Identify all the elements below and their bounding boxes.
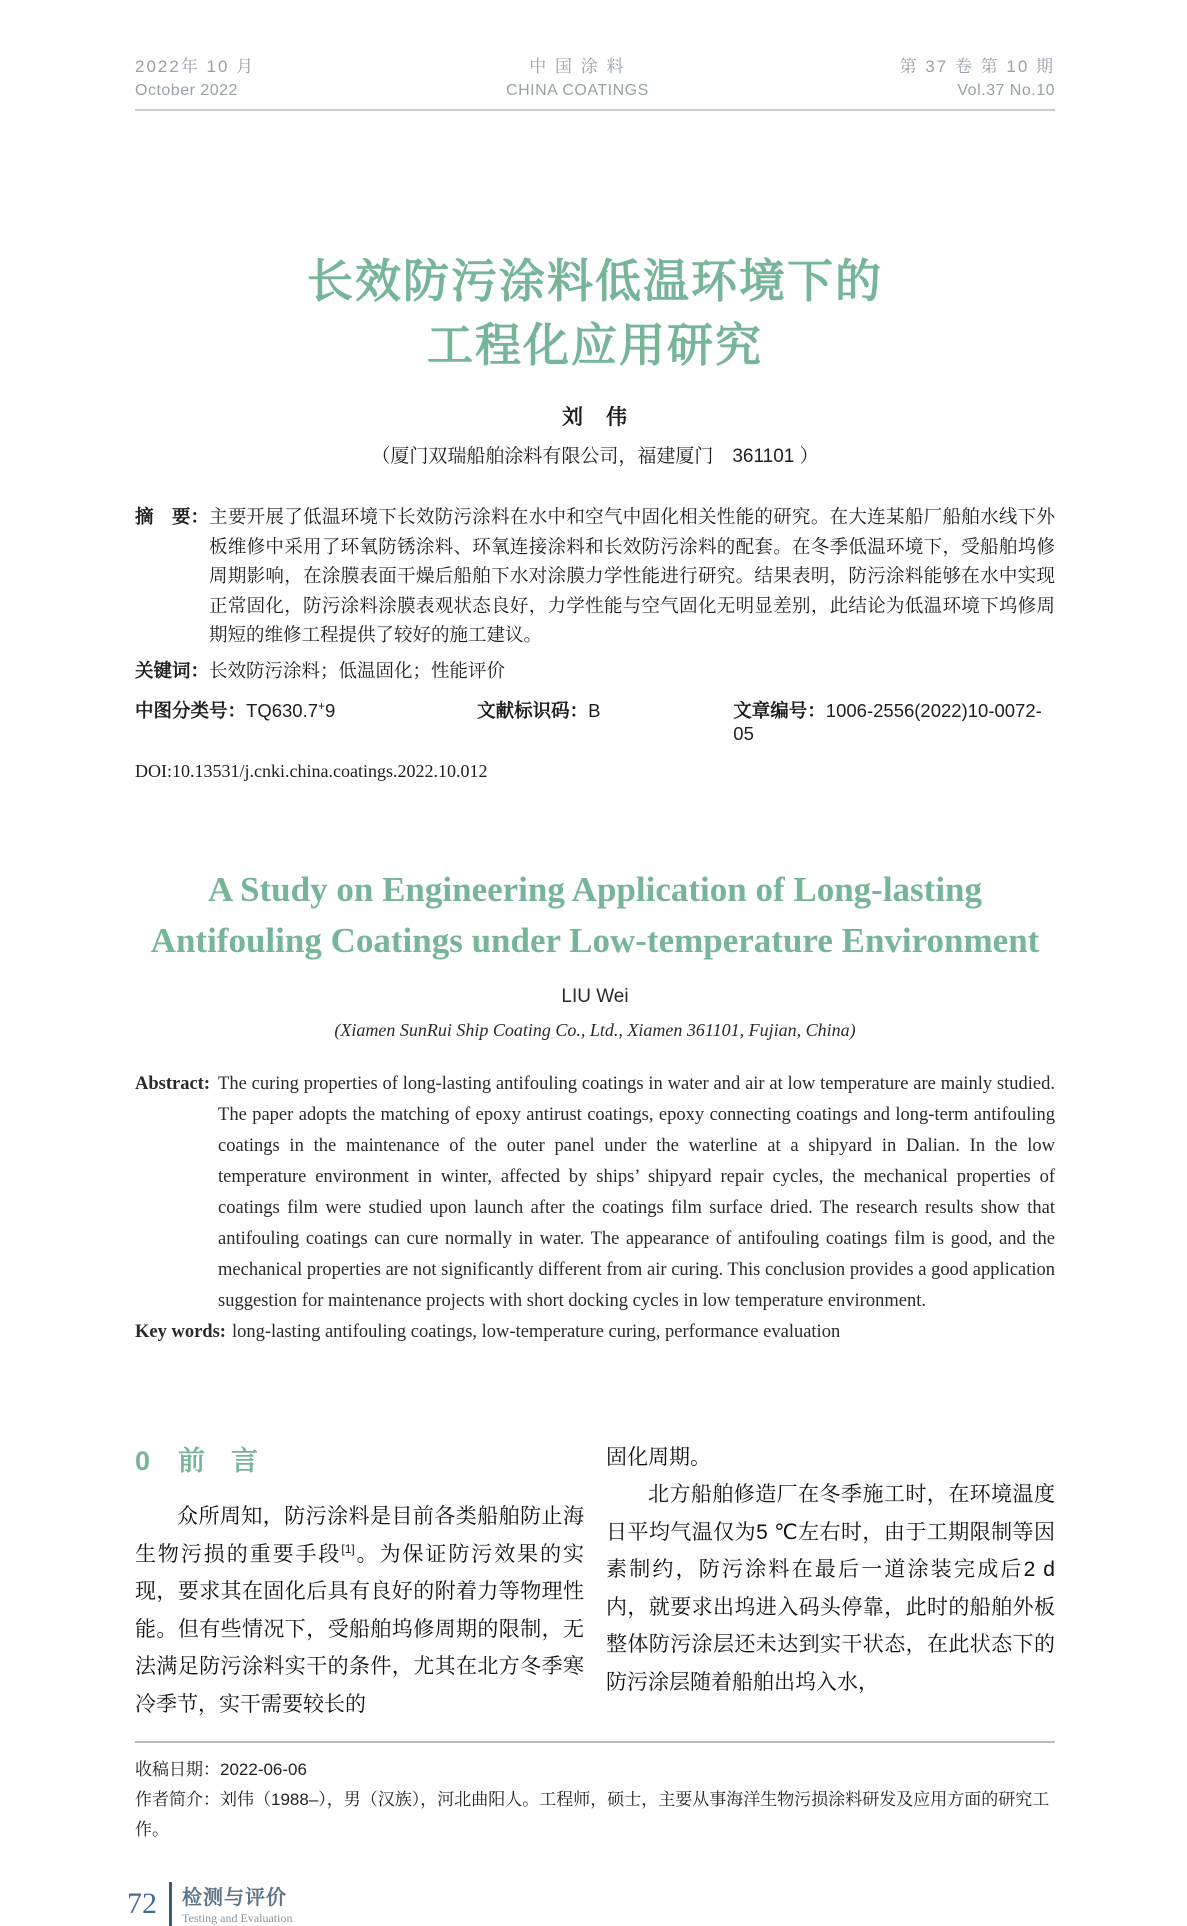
affiliation-en: (Xiamen SunRui Ship Coating Co., Ltd., Xiamen 361101, Fujian, China) (334, 1019, 856, 1040)
abstract-cn-label: 摘 要： (135, 506, 210, 527)
keywords-en (135, 1322, 1055, 1343)
clc-label: 中图分类号： (135, 699, 247, 721)
footer-divider-bar (169, 1882, 172, 1926)
received-date-value: 2022-06-06 (220, 1760, 307, 1779)
header-date-en: October 2022 (135, 82, 238, 99)
header-date-cn: 2022年 10 月 (135, 57, 256, 76)
header-journal-block (506, 52, 649, 100)
journal-header (135, 52, 1055, 111)
footnote-divider (135, 1741, 1055, 1743)
body-column-right (606, 1439, 1055, 1724)
header-issue-cn: 第 37 卷 第 10 期 (899, 57, 1055, 76)
affiliation-cn: （厦门双瑞船舶涂料有限公司，福建厦门 361101 ） (371, 446, 819, 467)
header-issue-block (900, 52, 1055, 100)
article-title-en (135, 864, 1055, 966)
article-id-value: 1006-2556(2022)10-0072-05 (733, 699, 1042, 744)
author-bio-value: 刘伟（1988–），男（汉族），河北曲阳人。工程师，硕士，主要从事海洋生物污损涂料研发及应用方面的研究工作。 (135, 1790, 1050, 1839)
document-code-value: B (588, 699, 601, 721)
clc-base: TQ630.7 (246, 699, 319, 721)
document-code-label: 文献标识码： (477, 699, 589, 721)
abstract-en (135, 1069, 1055, 1317)
section-0-title: 前言 (178, 1445, 285, 1476)
article-title-cn-line1: 长效防污涂料低温环境下的 (307, 255, 883, 307)
intro-paragraph-1-text: 众所周知，防污涂料是目前各类船舶防止海生物污损的重要手段 (135, 1505, 584, 1566)
abstract-cn-text: 主要开展了低温环境下长效防污涂料在水中和空气中固化相关性能的研究。在大连某船厂船舶水线下外板维修中采用了环氧防锈涂料、环氧连接涂料和长效防污涂料的配套。在冬季低温环境下，受船舶坞修周期影响，在涂膜表面干燥后船舶下水对涂膜力学性能进行研究。结果表明，防污涂料能够在水中实现正常固化，防污涂料涂膜表观状态良好，力学性能与空气固化无明显差别，此结论为低温环境下坞修周期短的维修工程提供了较好的施工建议。 (209, 506, 1055, 645)
journal-name-cn: 中 国 涂 料 (529, 57, 626, 76)
received-date-label: 收稿日期： (135, 1760, 220, 1779)
clc-number (135, 697, 477, 745)
column-name-block (182, 1881, 292, 1926)
author-bio-line (135, 1785, 1055, 1845)
article-id-label: 文章编号： (733, 699, 826, 721)
abstract-cn (135, 502, 1055, 650)
column-name-cn: 检测与评价 (182, 1887, 287, 1909)
article-title-en-line2: Antifouling Coatings under Low-temperature Environment (150, 920, 1040, 960)
journal-name-en: CHINA COATINGS (506, 82, 649, 99)
section-0-heading (135, 1443, 584, 1481)
document-code (477, 697, 733, 745)
column-name-en: Testing and Evaluation (182, 1911, 293, 1925)
classification-row (135, 697, 1055, 745)
header-date-block (135, 52, 255, 100)
page-number: 72 (127, 1886, 157, 1920)
author-cn: 刘 伟 (562, 406, 628, 429)
article-title-cn-line2: 工程化应用研究 (427, 319, 763, 371)
body-column-left (135, 1439, 584, 1724)
keywords-cn (135, 657, 1055, 683)
clc-sup: + (318, 698, 326, 713)
reference-marker-1: [1] (341, 1541, 355, 1556)
page-footer (127, 1881, 1055, 1926)
intro-paragraph-1-text-cont: 。为保证防污效果的实现，要求其在固化后具有良好的附着力等物理性能。但有些情况下，受船舶坞修周期的限制，无法满足防污涂料实干的条件，尤其在北方冬季寒冷季节，实干需要较长的 (135, 1542, 585, 1716)
author-bio-label: 作者简介： (135, 1790, 220, 1809)
section-0-number: 0 (135, 1445, 151, 1476)
article-title-cn (135, 249, 1055, 377)
author-en: LIU Wei (561, 985, 629, 1007)
keywords-en-label: Key words: (135, 1321, 226, 1342)
footnotes (135, 1755, 1055, 1845)
keywords-en-text: long-lasting antifouling coatings, low-temperature curing, performance evaluation (231, 1321, 841, 1342)
received-date-line (135, 1755, 1055, 1785)
keywords-cn-text: 长效防污涂料；低温固化；性能评价 (209, 659, 506, 681)
clc-tail: 9 (325, 699, 336, 721)
abstract-en-label: Abstract: (135, 1073, 211, 1094)
body-columns (135, 1439, 1055, 1724)
intro-paragraph-1 (135, 1498, 584, 1723)
abstract-en-text: The curing properties of long-lasting antifouling coatings in water and air at low temperature are mainly studied. The paper adopts the matching of epoxy antirust coatings, epoxy connecting coatings and long-term antifouling coatings in the maintenance of the outer panel under the waterline at a shipyard in Dalian. In the low temperature environment in winter, affected by ships’ shipyard repair cycles, the mechanical properties of coatings film were studied upon launch after the coatings film surface dried. The research results show that antifouling coatings can cure normally in water. The appearance of antifouling coatings film is good, and the mechanical properties are not significantly different from air curing. This conclusion provides a good application suggestion for maintenance projects with short docking cycles in low temperature environment. (218, 1073, 1055, 1311)
keywords-cn-label: 关键词： (135, 659, 210, 681)
header-issue-en: Vol.37 No.10 (957, 82, 1055, 99)
doi: DOI:10.13531/j.cnki.china.coatings.2022.10.012 (135, 760, 488, 781)
article-id (733, 697, 1055, 745)
intro-paragraph-1-continuation: 固化周期。 (606, 1445, 711, 1469)
intro-paragraph-2: 北方船舶修造厂在冬季施工时，在环境温度日平均气温仅为5 ℃左右时，由于工期限制等因素制约，防污涂料在最后一道涂装完成后2 d内，就要求出坞进入码头停靠，此时的船舶外板整体防污涂层还未达到实干状态，在此状态下的防污涂层随着船舶出坞入水， (606, 1483, 1055, 1694)
article-title-en-line1: A Study on Engineering Application of Long-lasting (207, 869, 983, 909)
